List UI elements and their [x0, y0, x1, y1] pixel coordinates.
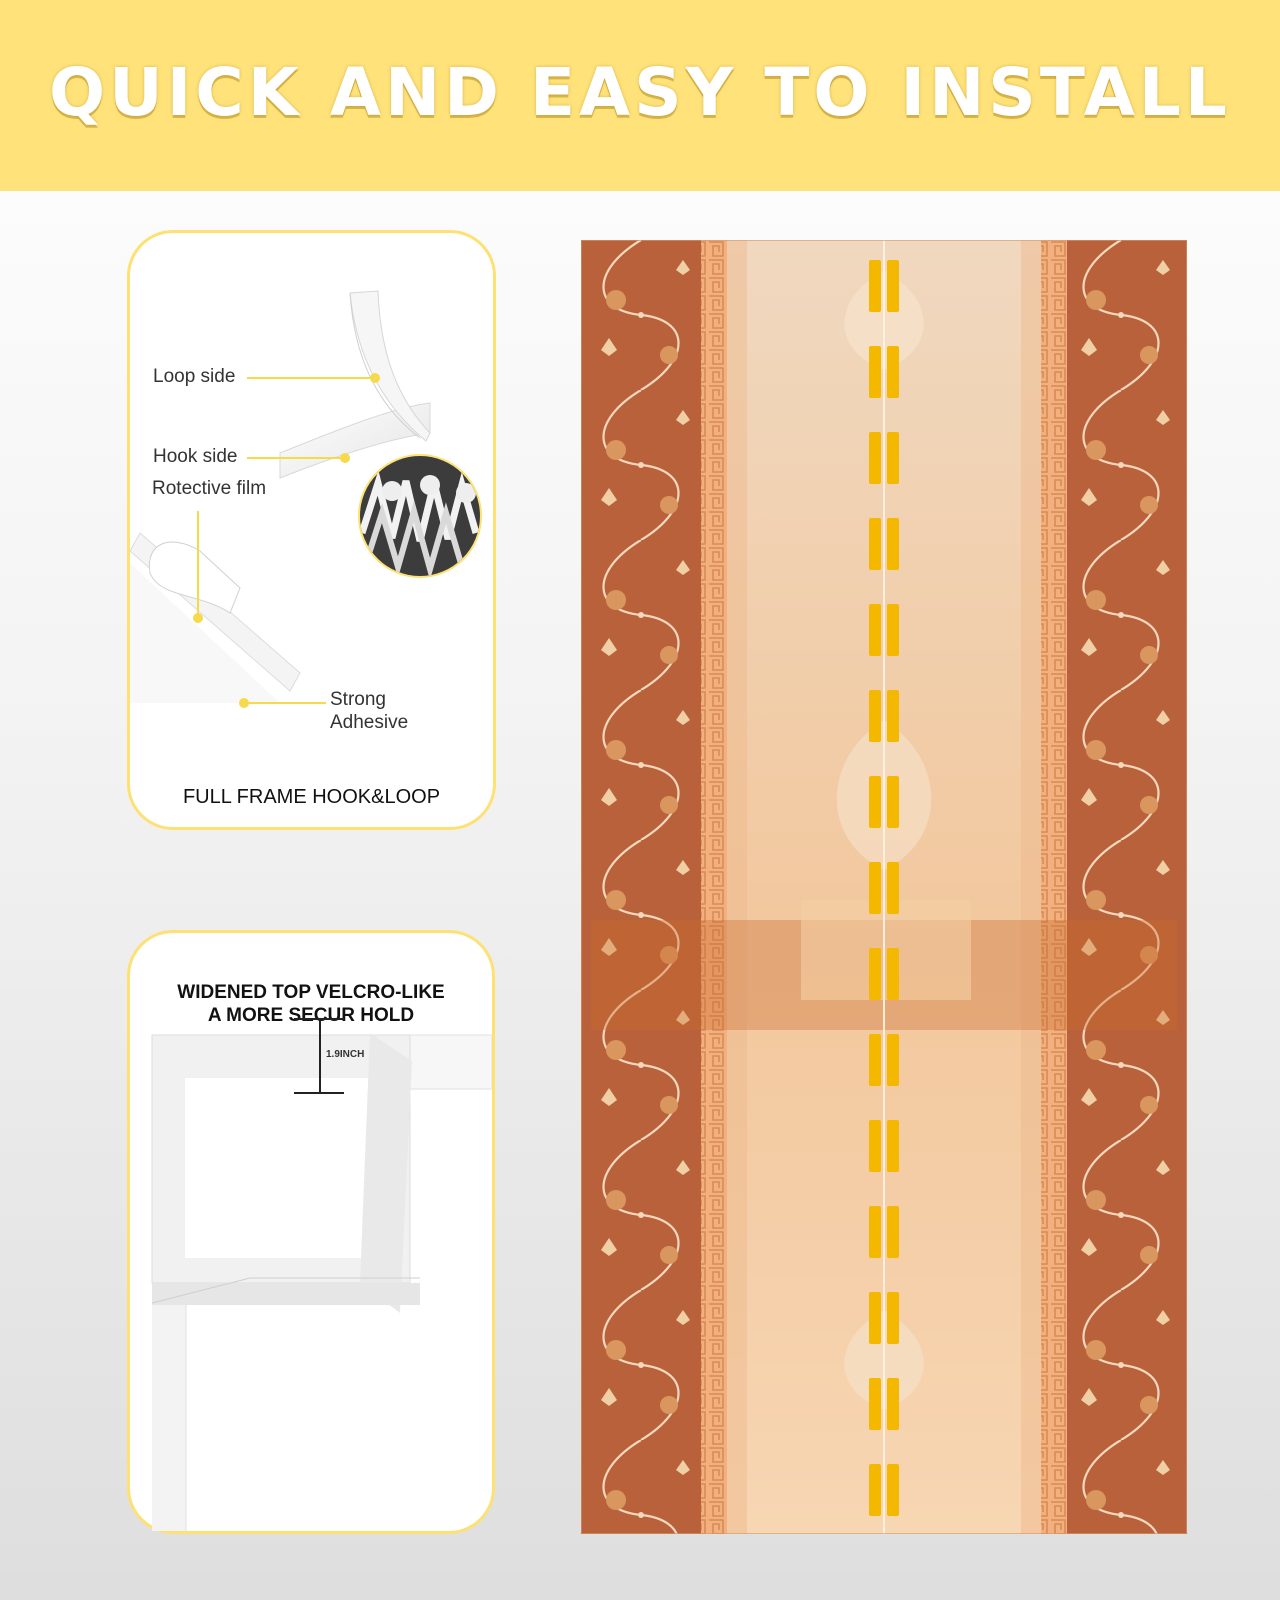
magnet-strip [869, 1378, 881, 1430]
magnet-strip [887, 1206, 899, 1258]
magnet-strip [887, 1120, 899, 1172]
magnet-strip [887, 1292, 899, 1344]
magnet-strip [869, 346, 881, 398]
protective-film-label: Rotective film [152, 478, 267, 499]
magnet-strip [887, 1034, 899, 1086]
magnet-strip [887, 1378, 899, 1430]
magnet-strip [869, 432, 881, 484]
magnet-strip [887, 260, 899, 312]
magnet-strip [887, 862, 899, 914]
header-banner [0, 0, 1280, 191]
magnet-strip [869, 776, 881, 828]
hook-loop-card [127, 230, 496, 830]
hook-loop-tape-illustration [130, 233, 493, 827]
magnet-strip [887, 690, 899, 742]
magnet-strip [887, 518, 899, 570]
magnet-strip [869, 862, 881, 914]
magnet-strip [869, 260, 881, 312]
magnet-strip [869, 1464, 881, 1516]
magnet-strip [869, 604, 881, 656]
velcro-frame-illustration [130, 933, 492, 1531]
magnet-strip [869, 1206, 881, 1258]
velcro-card-title: WIDENED TOP VELCRO-LIKE A MORE SECUR HOLD [177, 982, 445, 1026]
magnet-strip [869, 1292, 881, 1344]
hook-side-label: Hook side [153, 446, 238, 467]
magnet-strip [869, 1120, 881, 1172]
magnet-strip [869, 1034, 881, 1086]
magnet-strip [887, 776, 899, 828]
strong-adhesive-label: Strong Adhesive [330, 689, 409, 733]
dimension-label: 1.9INCH [326, 1049, 365, 1060]
magnetic-screen-curtain-illustration [581, 240, 1187, 1534]
magnet-strip [887, 346, 899, 398]
velcro-card [127, 930, 495, 1534]
hook-loop-card-title: FULL FRAME HOOK&LOOP [182, 786, 441, 808]
magnet-strip [869, 690, 881, 742]
magnet-strip [887, 1464, 899, 1516]
magnet-strip [869, 518, 881, 570]
magnet-strip [887, 604, 899, 656]
magnet-strip [869, 948, 881, 1000]
magnet-strip [887, 432, 899, 484]
banner-title: QUICK AND EASY TO INSTALL [49, 54, 1231, 131]
loop-side-label: Loop side [153, 366, 236, 387]
magnet-strip [887, 948, 899, 1000]
